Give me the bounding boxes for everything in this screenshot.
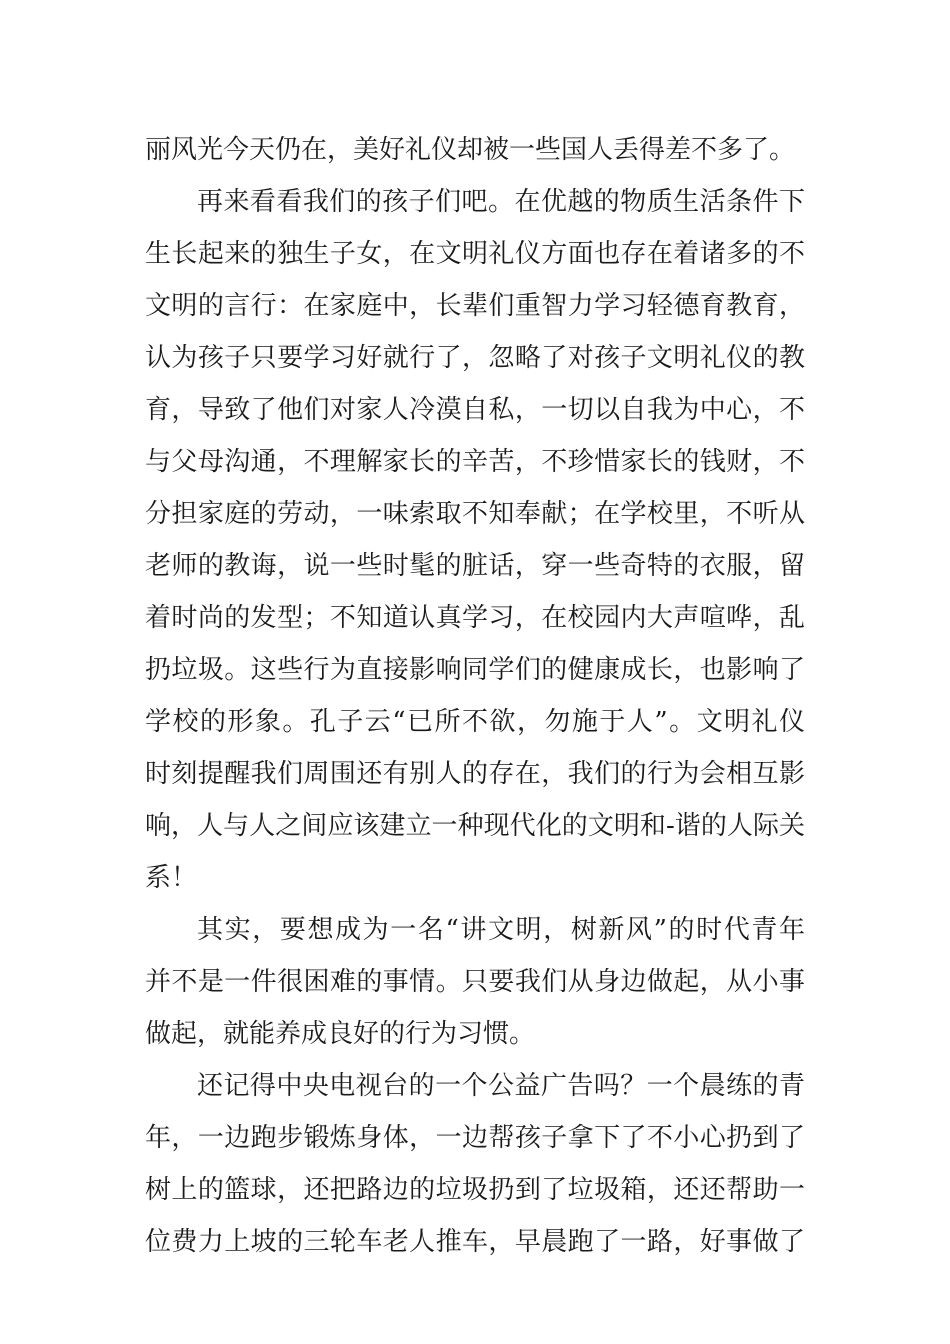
text-line: 着时尚的发型；不知道认真学习，在校园内大声喧哗，乱: [145, 603, 805, 633]
text-line: 育，导致了他们对家人冷漠自私，一切以自我为中心，不: [145, 395, 805, 425]
text-line: 系！: [145, 863, 198, 893]
text-line: 树上的篮球，还把路边的垃圾扔到了垃圾箱，还还帮助一: [145, 1175, 805, 1205]
text-line: 老师的教诲，说一些时髦的脏话，穿一些奇特的衣服，留: [145, 551, 805, 581]
text-line: 文明的言行：在家庭中，长辈们重智力学习轻德育教育，: [145, 291, 805, 321]
paragraph-start-line: 其实，要想成为一名“讲文明，树新风”的时代青年: [197, 915, 805, 945]
paragraph-start-line: 还记得中央电视台的一个公益广告吗？一个晨练的青: [197, 1071, 805, 1101]
text-line: 时刻提醒我们周围还有别人的存在，我们的行为会相互影: [145, 759, 805, 789]
text-line: 响，人与人之间应该建立一种现代化的文明和-谐的人际关: [145, 811, 805, 841]
paragraph-start-line: 再来看看我们的孩子们吧。在优越的物质生活条件下: [197, 187, 805, 217]
text-line: 与父母沟通，不理解家长的辛苦，不珍惜家长的钱财，不: [145, 447, 805, 477]
text-line: 做起，就能养成良好的行为习惯。: [145, 1019, 536, 1049]
text-line: 位费力上坡的三轮车老人推车，早晨跑了一路，好事做了: [145, 1227, 805, 1257]
text-line: 生长起来的独生子女，在文明礼仪方面也存在着诸多的不: [145, 239, 805, 269]
text-line: 学校的形象。孔子云“已所不欲，勿施于人”。文明礼仪: [145, 707, 805, 737]
text-line: 并不是一件很困难的事情。只要我们从身边做起，从小事: [145, 967, 805, 997]
text-line: 认为孩子只要学习好就行了，忽略了对孩子文明礼仪的教: [145, 343, 805, 373]
text-line: 年，一边跑步锻炼身体，一边帮孩子拿下了不小心扔到了: [145, 1123, 805, 1153]
text-line: 丽风光今天仍在，美好礼仪却被一些国人丢得差不多了。: [145, 135, 796, 165]
text-line: 扔垃圾。这些行为直接影响同学们的健康成长，也影响了: [145, 655, 805, 685]
text-line: 分担家庭的劳动，一味索取不知奉献；在学校里，不听从: [145, 499, 805, 529]
